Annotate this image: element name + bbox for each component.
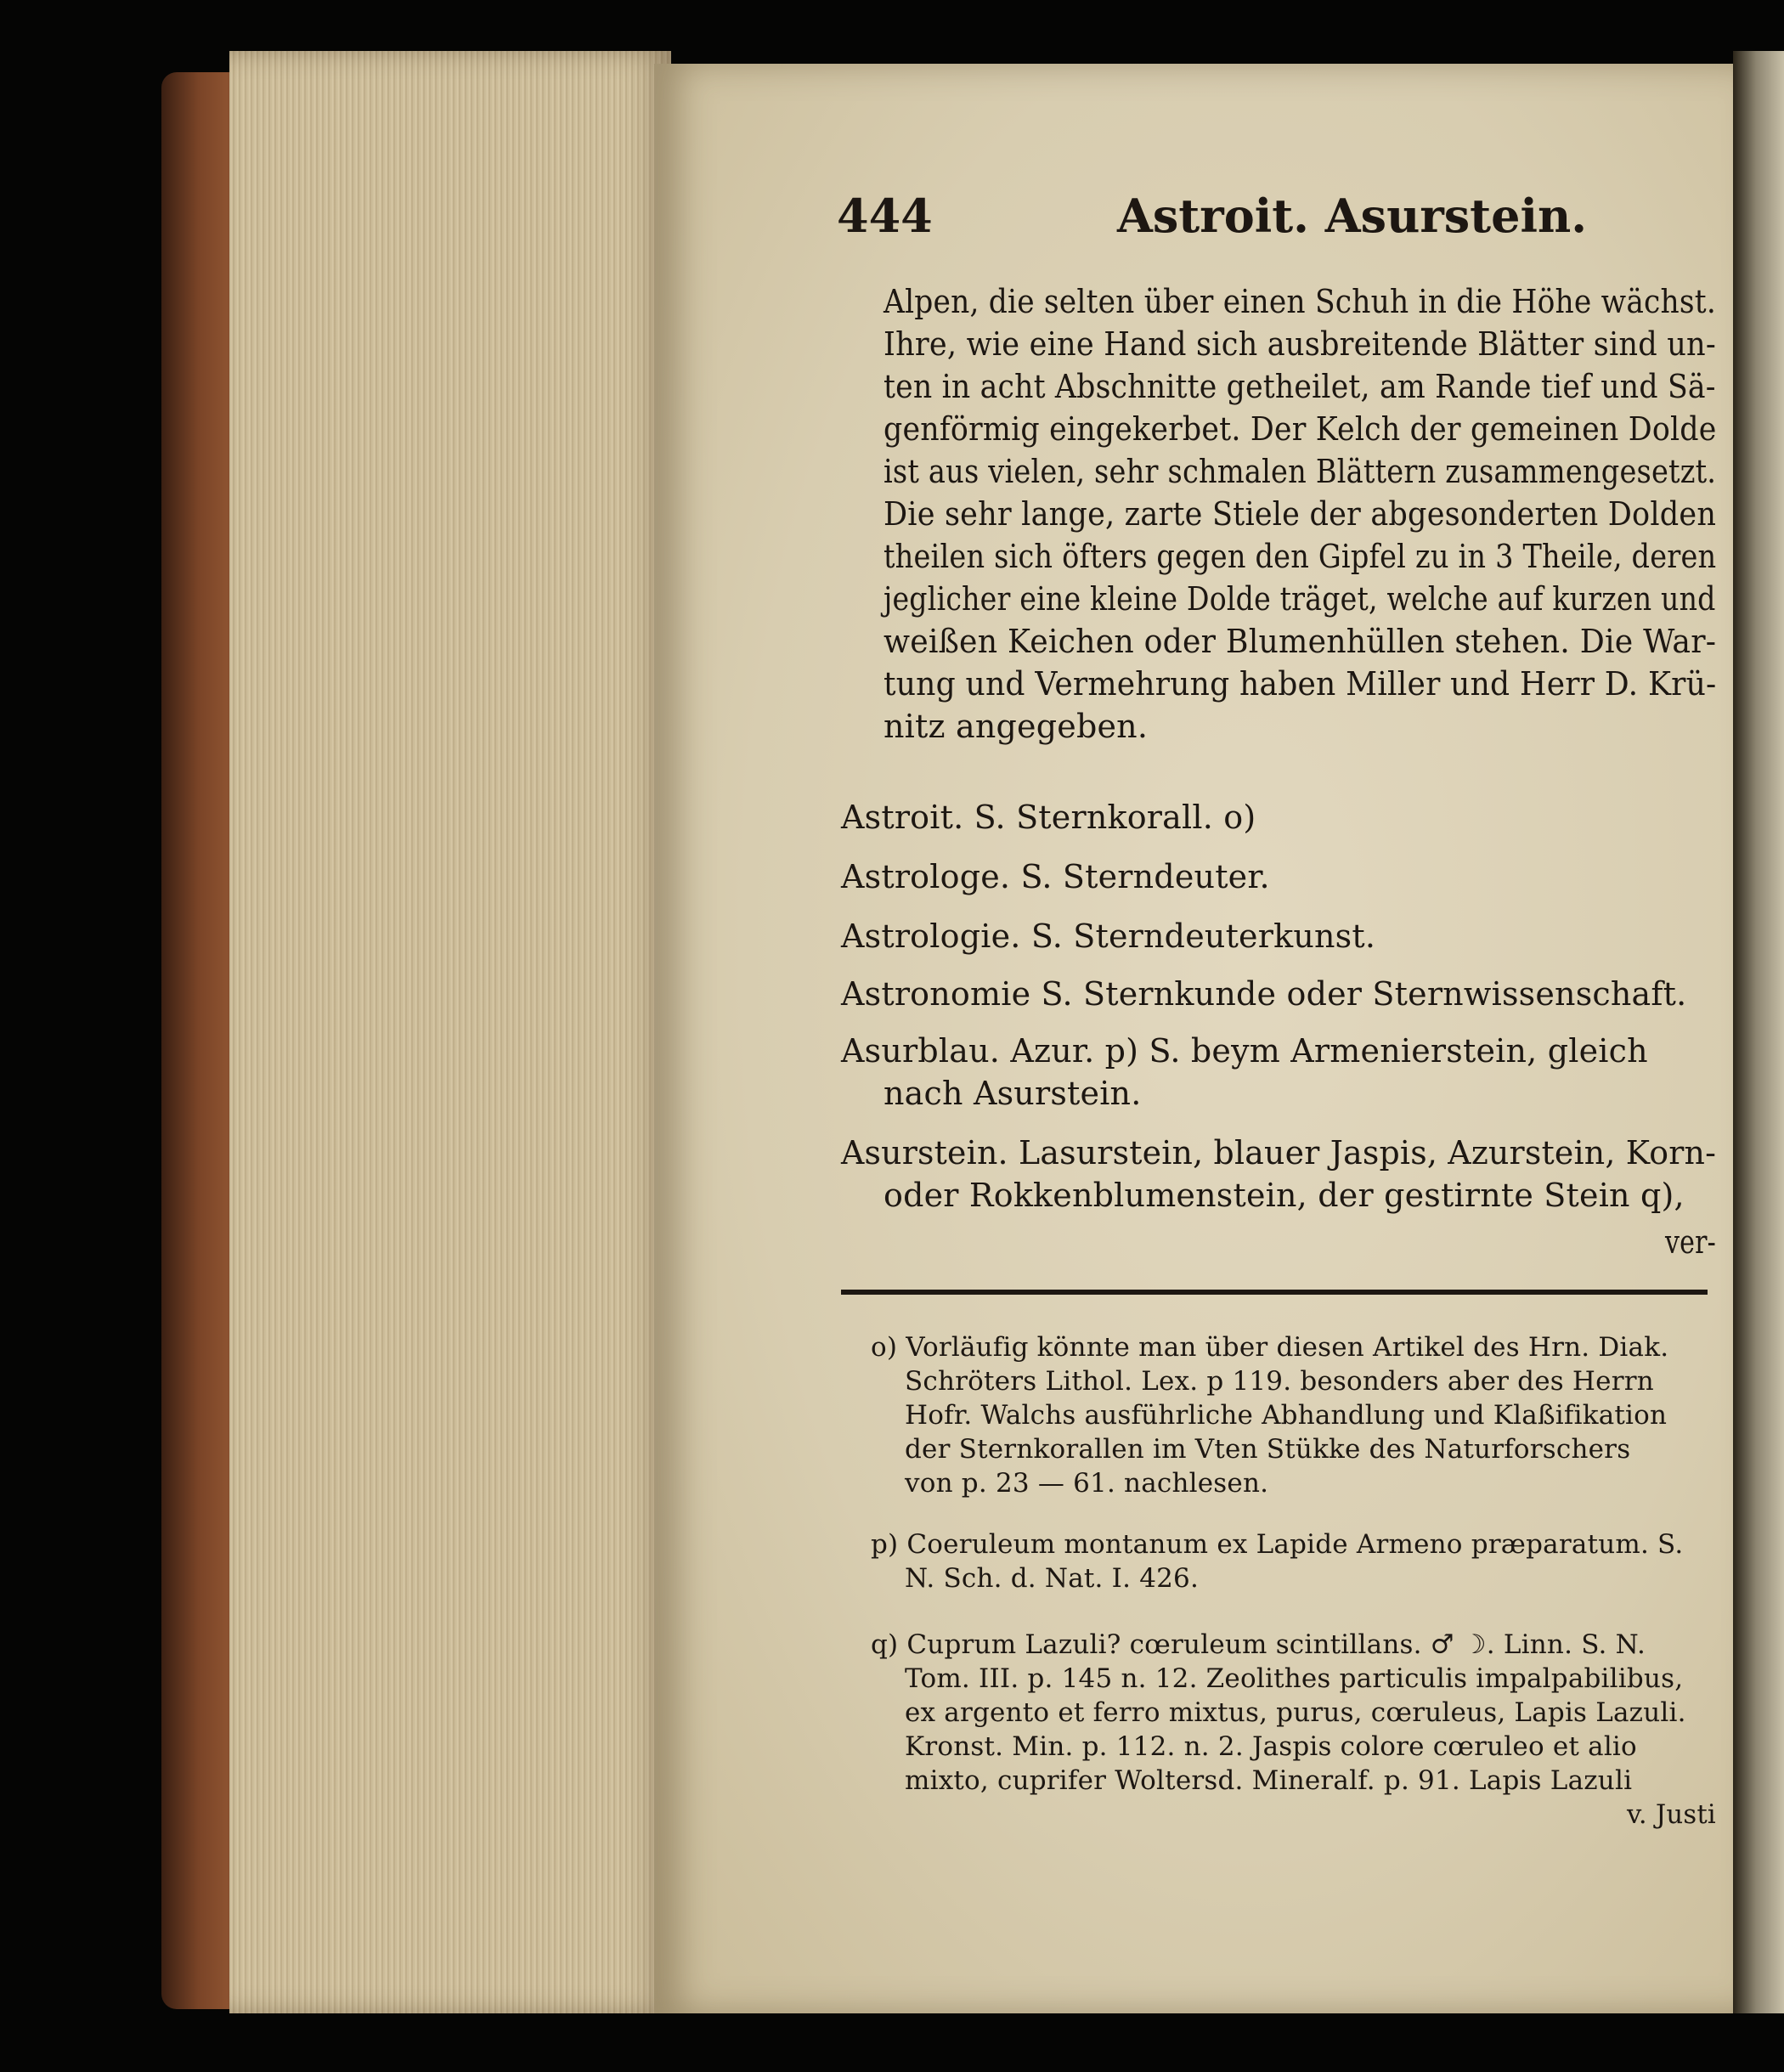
- entry-line: Astroit. S. Sternkorall. o): [841, 799, 1256, 836]
- footnote-line: N. Sch. d. Nat. I. 426.: [905, 1563, 1200, 1594]
- body-line: genförmig eingekerbet. Der Kelch der gemeinen Dolde: [884, 410, 1717, 448]
- body-line: tung und Vermehrung haben Miller und Herr D. Krü-: [884, 665, 1717, 703]
- page-header: [837, 189, 1712, 248]
- footnote-line: Hofr. Walchs ausführliche Abhandlung und Klaßifikation: [905, 1400, 1668, 1431]
- footnote-line: Kronst. Min. p. 112. n. 2. Jaspis colore cœruleo et alio: [905, 1731, 1637, 1762]
- footnote-line: mixto, cuprifer Woltersd. Mineralf. p. 91. Lapis Lazuli: [905, 1765, 1633, 1796]
- body-line: ten in acht Abschnitte getheilet, am Rande tief und Sä-: [884, 368, 1716, 405]
- entry-line: Asurblau. Azur. p) S. beym Armenierstein, gleich: [841, 1032, 1648, 1070]
- footnote-line: Schröters Lithol. Lex. p 119. besonders aber des Herrn: [905, 1366, 1654, 1397]
- page-number: 444: [837, 189, 933, 243]
- footnote-line: ex argento et ferro mixtus, purus, cœruleus, Lapis Lazuli.: [905, 1697, 1686, 1728]
- footnote-line: o) Vorläufig könnte man über diesen Artikel des Hrn. Diak.: [871, 1332, 1669, 1363]
- footnote-line: Tom. III. p. 145 n. 12. Zeolithes particulis impalpabilibus,: [905, 1663, 1684, 1694]
- running-head: Astroit. Asurstein.: [1117, 189, 1588, 243]
- body-line: Alpen, die selten über einen Schuh in die Höhe wächst.: [884, 283, 1716, 320]
- entry-line: Asurstein. Lasurstein, blauer Jaspis, Azurstein, Korn-: [841, 1134, 1717, 1171]
- entry-line: Astronomie S. Sternkunde oder Sternwissenschaft.: [841, 975, 1687, 1013]
- page-edges: [229, 51, 671, 2013]
- body-line: nitz angegeben.: [884, 708, 1149, 745]
- body-line: theilen sich öfters gegen den Gipfel zu in 3 Theile, deren: [884, 538, 1717, 575]
- footnote-line: p) Coeruleum montanum ex Lapide Armeno præparatum. S.: [871, 1529, 1684, 1560]
- footnote-line: von p. 23 — 61. nachlesen.: [905, 1468, 1269, 1499]
- facing-page-edge: [1733, 51, 1784, 2013]
- body-line: Die sehr lange, zarte Stiele der abgesonderten Dolden: [884, 495, 1717, 533]
- footnote-rule: [841, 1290, 1708, 1295]
- body-line: weißen Keichen oder Blumenhüllen stehen. Die War-: [884, 623, 1717, 660]
- body-line: jeglicher eine kleine Dolde träget, welche auf kurzen und: [884, 580, 1716, 618]
- entry-line: oder Rokkenblumenstein, der gestirnte Stein q),: [884, 1177, 1685, 1214]
- body-line: Ihre, wie eine Hand sich ausbreitende Blätter sind un-: [884, 325, 1716, 363]
- entry-line: Astrologe. S. Sterndeuter.: [841, 858, 1270, 895]
- body-line: ist aus vielen, sehr schmalen Blättern zusammengesetzt.: [884, 453, 1717, 490]
- entry-line: Astrologie. S. Sterndeuterkunst.: [841, 917, 1376, 955]
- catchword: ver-: [1665, 1223, 1717, 1261]
- footnote-line: v. Justi: [1627, 1799, 1716, 1830]
- footnote-line: q) Cuprum Lazuli? cœruleum scintillans. ♂ ☽. Linn. S. N.: [871, 1629, 1646, 1660]
- footnote-line: der Sternkorallen im Vten Stükke des Naturforschers: [905, 1434, 1631, 1465]
- entry-line: nach Asurstein.: [884, 1075, 1142, 1112]
